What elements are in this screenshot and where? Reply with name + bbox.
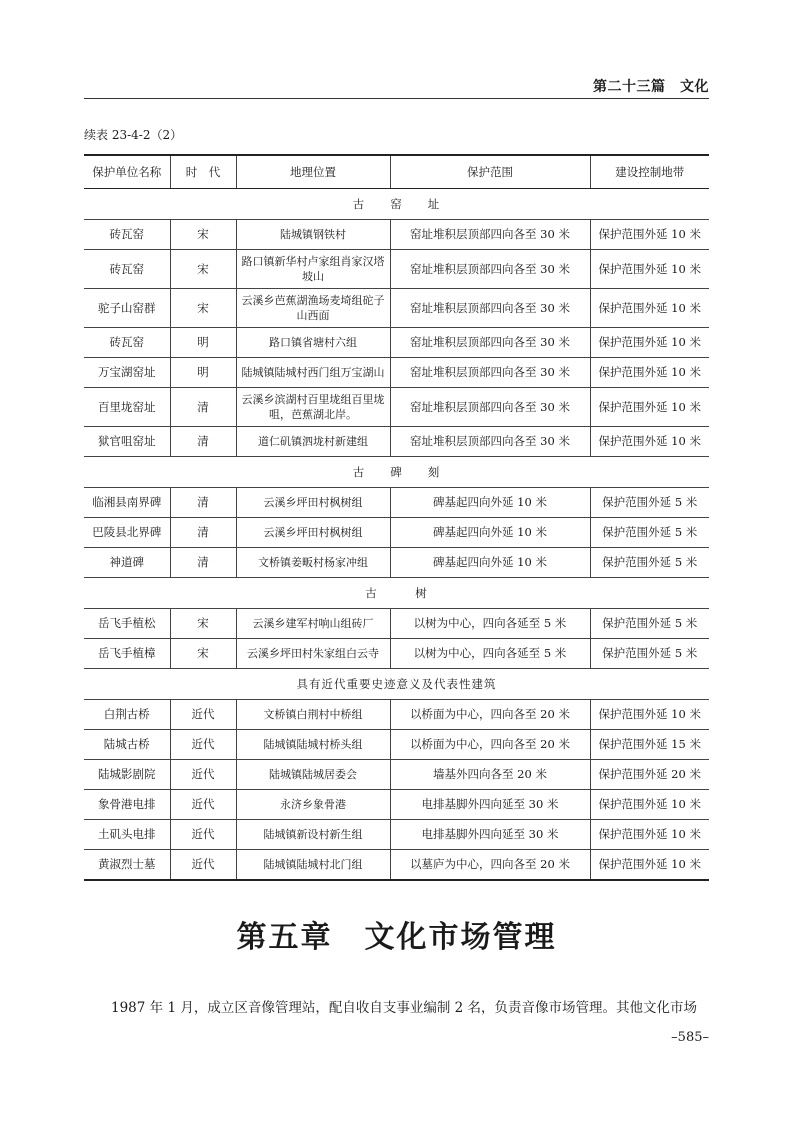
section-title: 古 碑 刻 xyxy=(84,457,709,488)
control-zone-cell: 保护范围外延 10 米 xyxy=(590,700,709,730)
era-cell: 宋 xyxy=(170,609,236,639)
table-row xyxy=(84,358,709,388)
running-header: 第二十三篇 文化 xyxy=(593,79,709,95)
site-name-cell: 陆城影剧院 xyxy=(84,760,170,790)
site-name-cell: 百里垅窑址 xyxy=(84,388,170,427)
control-zone-cell: 保护范围外延 10 米 xyxy=(590,790,709,820)
era-cell: 近代 xyxy=(170,730,236,760)
body-paragraph: 1987 年 1 月，成立区音像管理站，配自收自支事业编制 2 名，负责音像市场管理。其他文化市场 xyxy=(111,1000,697,1016)
protection-range-cell: 窑址堆积层顶部四向各至 30 米 xyxy=(390,289,590,328)
control-zone-cell: 保护范围外延 10 米 xyxy=(590,820,709,850)
protection-range-cell: 电排基脚外四向延至 30 米 xyxy=(390,790,590,820)
protection-range-cell: 碑基起四向外延 10 米 xyxy=(390,548,590,578)
column-header-name: 保护单位名称 xyxy=(84,155,170,189)
section-header-row xyxy=(84,457,709,488)
protection-range-cell: 墙基外四向各至 20 米 xyxy=(390,760,590,790)
control-zone-cell: 保护范围外延 10 米 xyxy=(590,220,709,250)
heritage-protection-table xyxy=(84,154,709,881)
location-cell: 文桥镇姜畈村杨家冲组 xyxy=(236,548,390,578)
era-cell: 清 xyxy=(170,388,236,427)
location-cell: 云溪乡滨湖村百里垅组百里垅咀，芭蕉湖北岸。 xyxy=(236,388,390,427)
era-cell: 近代 xyxy=(170,760,236,790)
table-row xyxy=(84,289,709,328)
site-name-cell: 砖瓦窑 xyxy=(84,220,170,250)
site-name-cell: 黄淑烈士墓 xyxy=(84,850,170,881)
site-name-cell: 巴陵县北界碑 xyxy=(84,518,170,548)
location-cell: 陆城镇钢铁村 xyxy=(236,220,390,250)
section-header-row xyxy=(84,669,709,700)
table-row xyxy=(84,427,709,457)
table-row xyxy=(84,790,709,820)
location-cell: 云溪乡建军村响山组砖厂 xyxy=(236,609,390,639)
table-row xyxy=(84,609,709,639)
location-cell: 文桥镇白荆村中桥组 xyxy=(236,700,390,730)
table-row xyxy=(84,820,709,850)
protection-range-cell: 窑址堆积层顶部四向各至 30 米 xyxy=(390,328,590,358)
location-cell: 陆城镇陆城居委会 xyxy=(236,760,390,790)
era-cell: 近代 xyxy=(170,790,236,820)
control-zone-cell: 保护范围外延 10 米 xyxy=(590,250,709,289)
column-header-protection-range: 保护范围 xyxy=(390,155,590,189)
table-row xyxy=(84,700,709,730)
protection-range-cell: 碑基起四向外延 10 米 xyxy=(390,488,590,518)
table-row xyxy=(84,760,709,790)
site-name-cell: 驼子山窑群 xyxy=(84,289,170,328)
table-row xyxy=(84,220,709,250)
site-name-cell: 狱官咀窑址 xyxy=(84,427,170,457)
page-number: –585– xyxy=(671,1030,709,1045)
section-header-row xyxy=(84,189,709,220)
control-zone-cell: 保护范围外延 10 米 xyxy=(590,358,709,388)
protection-range-cell: 电排基脚外四向延至 30 米 xyxy=(390,820,590,850)
control-zone-cell: 保护范围外延 5 米 xyxy=(590,639,709,669)
column-header-control-zone: 建设控制地带 xyxy=(590,155,709,189)
location-cell: 陆城镇陆城村北门组 xyxy=(236,850,390,881)
protection-range-cell: 窑址堆积层顶部四向各至 30 米 xyxy=(390,427,590,457)
control-zone-cell: 保护范围外延 10 米 xyxy=(590,328,709,358)
era-cell: 明 xyxy=(170,328,236,358)
table-row xyxy=(84,388,709,427)
control-zone-cell: 保护范围外延 5 米 xyxy=(590,548,709,578)
control-zone-cell: 保护范围外延 10 米 xyxy=(590,289,709,328)
era-cell: 宋 xyxy=(170,250,236,289)
control-zone-cell: 保护范围外延 5 米 xyxy=(590,518,709,548)
control-zone-cell: 保护范围外延 15 米 xyxy=(590,730,709,760)
era-cell: 宋 xyxy=(170,639,236,669)
table-caption: 续表 23-4-2（2） xyxy=(84,128,183,142)
location-cell: 路口镇省塘村六组 xyxy=(236,328,390,358)
era-cell: 近代 xyxy=(170,820,236,850)
era-cell: 清 xyxy=(170,548,236,578)
era-cell: 明 xyxy=(170,358,236,388)
control-zone-cell: 保护范围外延 5 米 xyxy=(590,488,709,518)
site-name-cell: 象骨港电排 xyxy=(84,790,170,820)
table-row xyxy=(84,488,709,518)
site-name-cell: 砖瓦窑 xyxy=(84,328,170,358)
protection-range-cell: 窑址堆积层顶部四向各至 30 米 xyxy=(390,250,590,289)
site-name-cell: 岳飞手植松 xyxy=(84,609,170,639)
table-row xyxy=(84,639,709,669)
era-cell: 宋 xyxy=(170,220,236,250)
site-name-cell: 岳飞手植樟 xyxy=(84,639,170,669)
protection-range-cell: 以桥面为中心，四向各至 20 米 xyxy=(390,730,590,760)
control-zone-cell: 保护范围外延 20 米 xyxy=(590,760,709,790)
location-cell: 云溪乡坪田村枫树组 xyxy=(236,518,390,548)
control-zone-cell: 保护范围外延 10 米 xyxy=(590,850,709,881)
site-name-cell: 土矶头电排 xyxy=(84,820,170,850)
era-cell: 近代 xyxy=(170,700,236,730)
table-row xyxy=(84,250,709,289)
column-header-location: 地理位置 xyxy=(236,155,390,189)
site-name-cell: 砖瓦窑 xyxy=(84,250,170,289)
era-cell: 清 xyxy=(170,518,236,548)
location-cell: 路口镇新华村卢家组肖家汉塔坡山 xyxy=(236,250,390,289)
protection-range-cell: 以墓庐为中心，四向各至 20 米 xyxy=(390,850,590,881)
table-header-row xyxy=(84,155,709,189)
site-name-cell: 白荆古桥 xyxy=(84,700,170,730)
column-header-era: 时 代 xyxy=(170,155,236,189)
era-cell: 宋 xyxy=(170,289,236,328)
table-row xyxy=(84,850,709,881)
protection-range-cell: 碑基起四向外延 10 米 xyxy=(390,518,590,548)
protection-range-cell: 以树为中心，四向各延至 5 米 xyxy=(390,639,590,669)
location-cell: 云溪乡坪田村朱家组白云寺 xyxy=(236,639,390,669)
section-title: 古 窑 址 xyxy=(84,189,709,220)
header-rule xyxy=(84,98,709,99)
table-row xyxy=(84,730,709,760)
era-cell: 清 xyxy=(170,427,236,457)
location-cell: 陆城镇陆城村桥头组 xyxy=(236,730,390,760)
protection-range-cell: 窑址堆积层顶部四向各至 30 米 xyxy=(390,388,590,427)
protection-range-cell: 窑址堆积层顶部四向各至 30 米 xyxy=(390,358,590,388)
protection-range-cell: 以树为中心，四向各延至 5 米 xyxy=(390,609,590,639)
site-name-cell: 陆城古桥 xyxy=(84,730,170,760)
era-cell: 近代 xyxy=(170,850,236,881)
location-cell: 云溪乡坪田村枫树组 xyxy=(236,488,390,518)
location-cell: 陆城镇陆城村西门组万宝湖山 xyxy=(236,358,390,388)
era-cell: 清 xyxy=(170,488,236,518)
location-cell: 陆城镇新设村新生组 xyxy=(236,820,390,850)
control-zone-cell: 保护范围外延 10 米 xyxy=(590,427,709,457)
location-cell: 永济乡象骨港 xyxy=(236,790,390,820)
control-zone-cell: 保护范围外延 10 米 xyxy=(590,388,709,427)
control-zone-cell: 保护范围外延 5 米 xyxy=(590,609,709,639)
section-title: 古 树 xyxy=(84,578,709,609)
section-title: 具有近代重要史迹意义及代表性建筑 xyxy=(84,669,709,700)
section-header-row xyxy=(84,578,709,609)
site-name-cell: 万宝湖窑址 xyxy=(84,358,170,388)
site-name-cell: 临湘县南界碑 xyxy=(84,488,170,518)
protection-range-cell: 窑址堆积层顶部四向各至 30 米 xyxy=(390,220,590,250)
protection-range-cell: 以桥面为中心，四向各至 20 米 xyxy=(390,700,590,730)
location-cell: 云溪乡芭蕉湖渔场麦埼组砣子山西面 xyxy=(236,289,390,328)
location-cell: 道仁矶镇泗垅村新建组 xyxy=(236,427,390,457)
table-row xyxy=(84,518,709,548)
site-name-cell: 神道碑 xyxy=(84,548,170,578)
table-row xyxy=(84,548,709,578)
chapter-title: 第五章 文化市场管理 xyxy=(236,920,557,955)
table-row xyxy=(84,328,709,358)
